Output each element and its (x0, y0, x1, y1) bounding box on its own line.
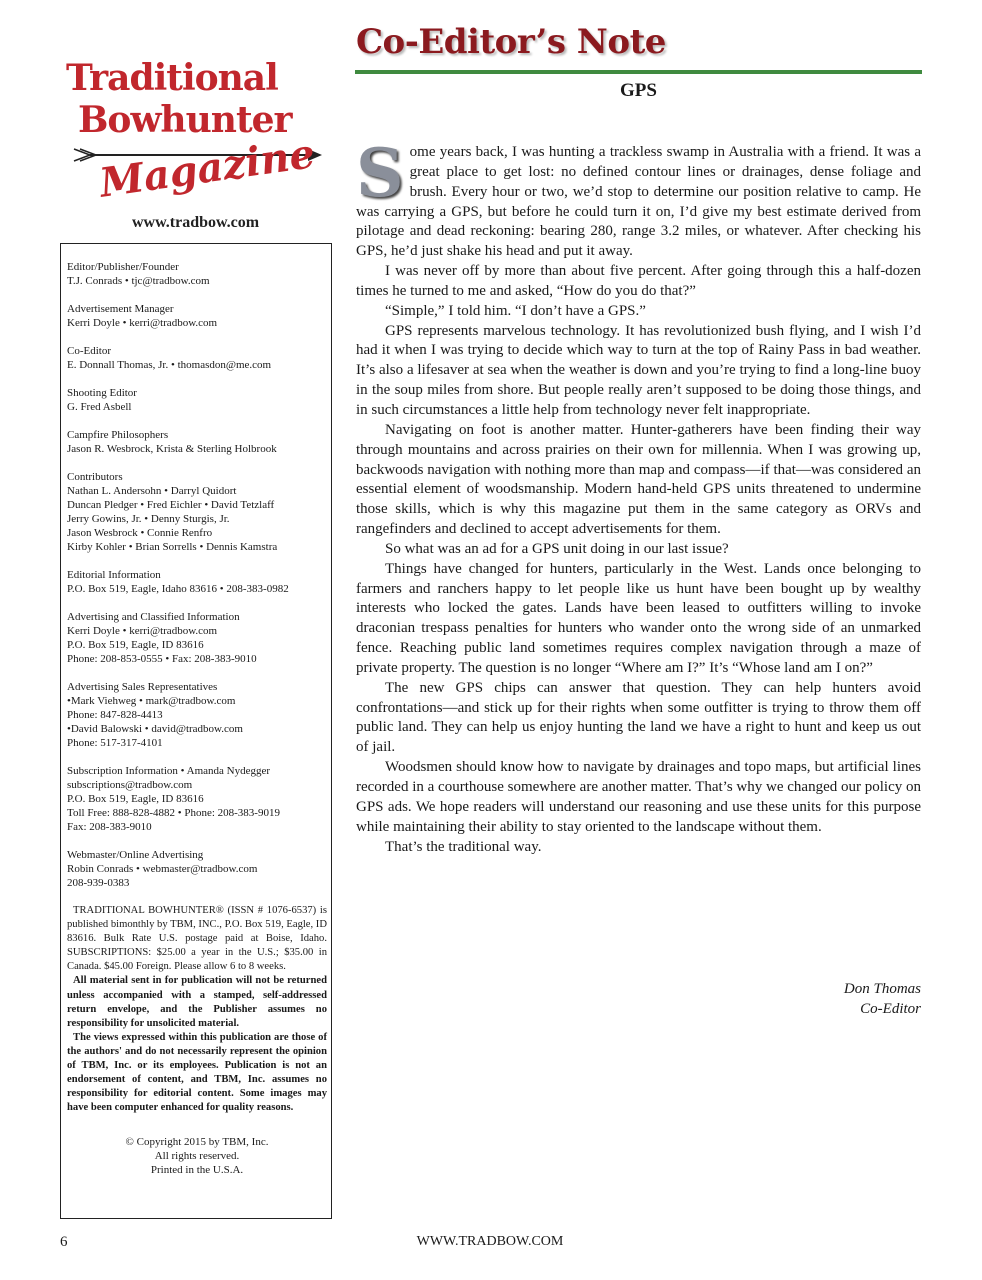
copyright-line: © Copyright 2015 by TBM, Inc. (125, 1136, 269, 1149)
masthead-section-line: Phone: 208-853-0555 • Fax: 208-383-9010 (67, 653, 257, 665)
masthead-section-title: Shooting Editor (67, 387, 137, 399)
masthead-section-line: Nathan L. Andersohn • Darryl Quidort (67, 485, 237, 497)
page-title: Co-Editor’s Note (356, 22, 666, 62)
title-divider (355, 70, 922, 74)
masthead-section (67, 764, 327, 834)
paragraph-text: ome years back, I was hunting a trackless swamp in Australia with a friend. It was a great place to get lost: no defined contour lines or drainages, dense foliage and brush. Every hour or two, we’d stop to determine our position relative to camp. He was carrying a GPS, but before he could turn it on, I’d give my best estimate derived from pilotage and dead reckoning: bearing 280, range 3.2 miles, or whatever. After checking his GPS, he’d just shake his head and put it away. (356, 144, 921, 260)
masthead-section-line: •David Balowski • david@tradbow.com (67, 723, 243, 735)
masthead-box (60, 243, 332, 1219)
magazine-logo (62, 58, 324, 238)
masthead-section-title: Advertising Sales Representatives (67, 681, 218, 693)
masthead-section-title: Advertising and Classified Information (67, 611, 240, 623)
article-paragraph: Woodsmen should know how to navigate by drainages and topo maps, but artificial lines recorded in a courthouse somewhere are another matter. That’s why we changed our policy on GPS ads. We hope readers will understand our reasoning and use these units for this purpose while maintaining their ability to stay oriented to the landscape without them. (356, 759, 921, 835)
masthead-section-line: Kerri Doyle • kerri@tradbow.com (67, 317, 218, 329)
article-body (356, 134, 921, 857)
masthead-section-line: Kerri Doyle • kerri@tradbow.com (67, 625, 218, 637)
author-name: Don Thomas (843, 981, 921, 997)
masthead-section-line: P.O. Box 519, Eagle, ID 83616 (67, 639, 204, 651)
legal-disclaimer: The views expressed within this publication are those of the authors' and do not necessarily represent the opinion of TBM, Inc. or its employees. Publication is not an endorsement of content, and TBM, Inc. assumes no responsibility for editorial content. Some images may have been computer enhanced for quality reasons. (67, 1031, 327, 1114)
article-paragraph: “Simple,” I told him. “I don’t have a GPS.” (385, 302, 646, 319)
masthead-section-line: 208-939-0383 (67, 877, 130, 889)
masthead-section-line: Fax: 208-383-9010 (67, 821, 152, 833)
rights-line: All rights reserved. (154, 1150, 240, 1163)
masthead-section-line: Kirby Kohler • Brian Sorrells • Dennis Kamstra (67, 541, 278, 553)
article-paragraph: Navigating on foot is another matter. Hunter-gatherers have been finding their way through mountains and across prairies on their own for millennia. When I was growing up, backwoods navigation with nothing more than map and compass—if that—was considered an essential element of woodsmanship. Modern hand-held GPS units threatened to undermine those skills, which is why this magazine put them in the same category as ORVs and rangefinders and declined to accept advertisements for them. (356, 421, 921, 538)
masthead-section (67, 386, 327, 414)
masthead-section (67, 848, 327, 890)
masthead-section-title: Advertisement Manager (67, 303, 174, 315)
masthead-section-line: Jason Wesbrock • Connie Renfro (67, 527, 213, 539)
masthead-section-title: Co-Editor (67, 345, 111, 357)
drop-cap: S (356, 134, 404, 212)
article-paragraph: Things have changed for hunters, particularly in the West. Lands once belonging to farmers and ranchers happy to let people like us hunt have been bought up by wealthy interests who locked the gates. Lands have been leased to outfitters willing to invoke draconian trespass penalties for hunters who wander onto the wrong side of an unmarked fence. Reaching public land sometimes requires complex navigation through a maze of private property. The question is no longer “Where am I?” It’s “Whose land am I on?” (356, 560, 921, 676)
article-paragraph: The new GPS chips can answer that question. They can help hunters avoid confrontations—and stick up for their rights when some outfitter is trying to throw them off public land. They can help us enjoy hunting the land we have a right to hunt and keep us out of jail. (356, 679, 921, 756)
logo-wordmark-line2: Bowhunter (78, 99, 292, 141)
legal-unsolicited-material: All material sent in for publication will not be returned unless accompanied with a stamped, self-addressed return envelope, and the Publisher assumes no responsibility for unsolicited material. (67, 975, 327, 1029)
logo-script-magazine: Magazine (96, 130, 318, 207)
article-paragraph: So what was an ad for a GPS unit doing in our last issue? (385, 540, 729, 557)
masthead-section-line: T.J. Conrads • tjc@tradbow.com (67, 275, 210, 287)
masthead-section-title: Webmaster/Online Advertising (67, 849, 204, 861)
masthead-section-title: Campfire Philosophers (67, 429, 169, 441)
masthead-section (67, 428, 327, 456)
author-role: Co-Editor (860, 1001, 921, 1017)
masthead-section-line: subscriptions@tradbow.com (67, 779, 193, 791)
masthead-section-line: Jerry Gowins, Jr. • Denny Sturgis, Jr. (67, 513, 230, 525)
copyright-block (67, 1135, 327, 1177)
masthead-section-line: Toll Free: 888-828-4882 • Phone: 208-383-9019 (67, 807, 280, 819)
masthead-section-title: Subscription Information • Amanda Nydegger (67, 765, 271, 777)
masthead-section-line: Robin Conrads • webmaster@tradbow.com (67, 863, 258, 875)
logo-wordmark-line1: Traditional (66, 57, 278, 99)
article-paragraph: GPS represents marvelous technology. It has revolutionized bush flying, and I wish I’d had it when I was trying to decide which way to turn at the top of Rainy Pass in bad weather. It’s also a lifesaver at sea when the weather is down and you’re trying to find a long-line buoy in the soup miles from shore. But people really aren’t supposed to be doing those things, and in such circumstances a little help from technology never felt inappropriate. (356, 322, 921, 418)
masthead-section-line: Phone: 847-828-4413 (67, 709, 163, 721)
masthead-section-title: Editor/Publisher/Founder (67, 261, 179, 273)
masthead-section-title: Editorial Information (67, 569, 161, 581)
masthead-section (67, 470, 327, 554)
masthead-section (67, 344, 327, 372)
printed-line: Printed in the U.S.A. (150, 1164, 244, 1177)
masthead-section (67, 302, 327, 330)
masthead-section (67, 260, 327, 288)
masthead-section (67, 680, 327, 750)
footer-url: WWW.TRADBOW.COM (416, 1234, 564, 1249)
masthead-section-line: P.O. Box 519, Eagle, ID 83616 (67, 793, 204, 805)
page-number: 6 (60, 1234, 68, 1250)
article-paragraph: I was never off by more than about five percent. After going through this a half-dozen times he turned to me and asked, “How do you do that?” (356, 263, 921, 299)
logo-url: www.tradbow.com (132, 214, 260, 231)
masthead-section (67, 610, 327, 666)
masthead-section-title: Contributors (67, 471, 123, 483)
article-paragraph (356, 134, 921, 262)
article-paragraph: That’s the traditional way. (385, 838, 542, 855)
masthead-legal (67, 904, 327, 1115)
masthead-section (67, 568, 327, 596)
author-signature (700, 979, 921, 1019)
masthead-sections (67, 260, 327, 890)
masthead-section-line: P.O. Box 519, Eagle, Idaho 83616 • 208-383-0982 (67, 583, 289, 595)
legal-publication-info: TRADITIONAL BOWHUNTER® (ISSN # 1076-6537) is published bimonthly by TBM, INC., P.O. Box 519, Eagle, ID 83616. Bulk Rate U.S. postage paid at Boise, Idaho. SUBSCRIPTIONS: $25.00 a year in the U.S.; $35.00 in Canada. $45.00 Foreign. Please allow 6 to 8 weeks. (67, 905, 327, 973)
masthead-section-line: G. Fred Asbell (67, 401, 132, 413)
article-subtitle: GPS (620, 80, 657, 101)
masthead-section-line: Jason R. Wesbrock, Krista & Sterling Holbrook (67, 443, 277, 455)
masthead-section-line: •Mark Viehweg • mark@tradbow.com (67, 695, 236, 707)
masthead-section-line: Duncan Pledger • Fred Eichler • David Tetzlaff (67, 499, 275, 511)
masthead-section-line: Phone: 517-317-4101 (67, 737, 163, 749)
masthead-section-line: E. Donnall Thomas, Jr. • thomasdon@me.com (67, 359, 272, 371)
